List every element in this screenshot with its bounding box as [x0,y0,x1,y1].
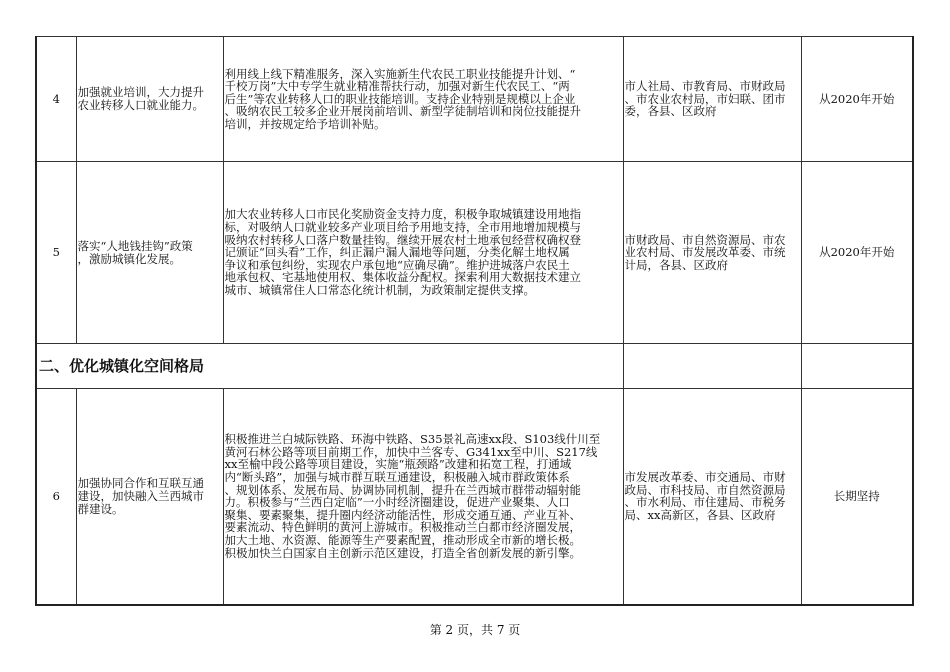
timeline-cell: 长期坚持 [801,389,913,605]
measures-cell: 利用线上线下精准服务，深入实施新生代农民工职业技能提升计划、“ 千校万岗”大中专学生就业精准帮扶行动，加强对新生代农民工、“两 后生”等农业转移人口的职业技能培训。支持企业特别是规模以上企业 、吸纳农民工较多企业开展岗前培训、新型学徒制培训和岗位技能提升 培训，并按规定给予培训补贴。 [223,37,623,162]
section-row [36,344,913,389]
departments-cell: 市发展改革委、市交通局、市财 政局、市科技局、市自然资源局 、市水利局、市住建局、市税务 局、xx高新区，各县、区政府 [623,389,801,605]
table-row [36,162,913,344]
departments-cell: 市财政局、市自然资源局、市农 业农村局、市发展改革委、市统 计局，各县、区政府 [623,162,801,344]
empty-cell [801,344,913,389]
page-footer: 第 2 页，共 7 页 [429,623,521,637]
task-cell: 加强协同合作和互联互通 建设，加快融入兰西城市 群建设。 [76,389,223,605]
timeline-cell: 从2020年开始 [801,37,913,162]
section-title: 二、优化城镇化空间格局 [36,344,623,389]
row-number: 5 [36,162,76,344]
task-cell: 落实“人地钱挂钩”政策 ，激励城镇化发展。 [76,162,223,344]
task-table [35,36,914,606]
measures-cell: 加大农业转移人口市民化奖励资金支持力度，积极争取城镇建设用地指 标，对吸纳人口就业较多产业项目给予用地支持，全市用地增加规模与 吸纳农村转移人口落户数量挂钩。继续开展农村土地承包经营权确权登 记颁证“回头看”工作，纠正漏户漏人漏地等问题，分类化解土地权属 争议和承包纠纷，实现农户承包地“应确尽确”。维护进城落户农民土 地承包权、宅基地使用权、集体收益分配权。探索利用大数据技术建立 城市、城镇常住人口常态化统计机制，为政策制定提供支撑。 [223,162,623,344]
measures-cell: 积极推进兰白城际铁路、环海中铁路、S35景礼高速xx段、S103线什川至 黄河石林公路等项目前期工作，加快中兰客专、G341xx至中川、S217线 xx至榆中段公路等项目建设，实施“瓶颈路”改建和拓宽工程，打通域 内“断头路”，加强与城市群互联互通建设，积极融入城市群政策体系 、规划体系、发展布局、协调协同机制，提升在兰西城市群带动辐射能 力。积极参与“兰西白定临”一小时经济圈建设，促进产业聚集、人口 聚集、要素聚集，提升圈内经济动能活性，形成交通互通、产业互补、 要素流动、特色鲜明的黄河上游城市。积极推动兰白都市经济圈发展， 加大土地、水资源、能源等生产要素配置，推动形成全市新的增长极。 积极加快兰白国家自主创新示范区建设，打造全省创新发展的新引擎。 [223,389,623,605]
departments-cell: 市人社局、市教育局、市财政局 、市农业农村局，市妇联、团市 委，各县、区政府 [623,37,801,162]
table-row [36,37,913,162]
timeline-cell: 从2020年开始 [801,162,913,344]
task-cell: 加强就业培训，大力提升 农业转移人口就业能力。 [76,37,223,162]
row-number: 6 [36,389,76,605]
row-number: 4 [36,37,76,162]
table-row [36,389,913,605]
empty-cell [623,344,801,389]
